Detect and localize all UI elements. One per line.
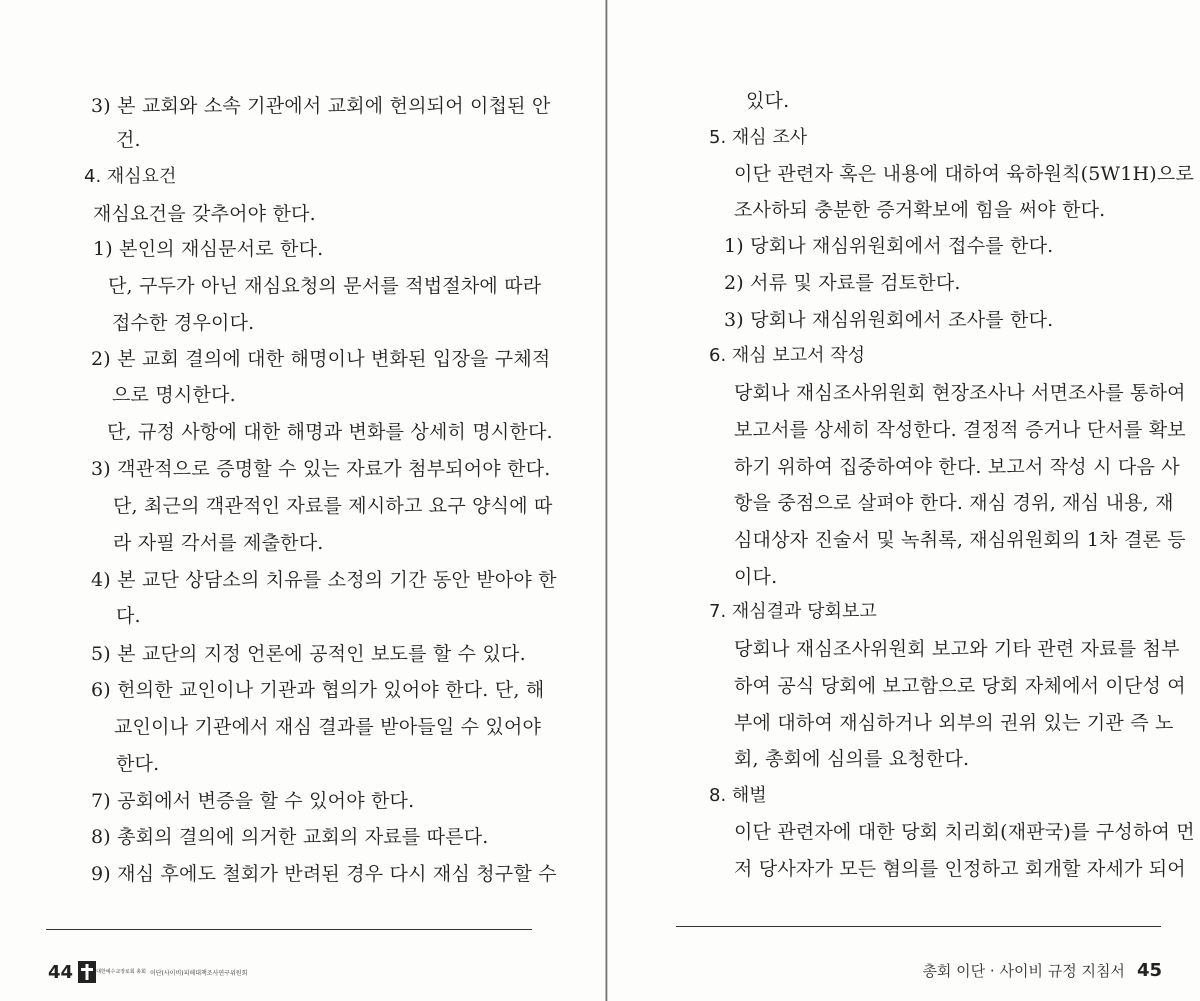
text-line: 2) 본 교회 결의에 대한 해명이나 변화된 입장을 구체적 [91,348,551,370]
section-heading: 5. 재심 조사 [709,127,808,148]
text-line: 회, 총회에 심의를 요청한다. [734,748,970,770]
page-number: 45 [1136,960,1162,981]
text-line: 한다. [116,753,160,775]
footer [48,958,247,986]
right-page [610,0,1200,1001]
text-line: 저 당사자가 모든 혐의를 인정하고 회개할 자세가 되어 [734,858,1186,880]
text-line: 4) 본 교단 상담소의 치유를 소정의 기간 동안 받아야 한 [91,569,557,591]
section-heading: 6. 재심 보고서 작성 [709,345,866,366]
text-line: 2) 서류 및 자료를 검토한다. [724,272,961,294]
text-line: 있다. [746,90,790,112]
text-line: 으로 명시한다. [112,384,236,406]
text-line: 심대상자 진술서 및 녹취록, 재심위원회의 1차 결론 등 [734,529,1186,551]
section-heading: 4. 재심요건 [84,166,177,187]
committee-name: 이단(사이비)피해대책조사연구위원회 [149,969,248,977]
footer [922,960,1162,981]
text-line: 1) 당회나 재심위원회에서 접수를 한다. [724,235,1054,257]
text-line: 1) 본인의 재심문서로 한다. [93,238,324,260]
text-line: 당회나 재심조사위원회 보고와 기타 관련 자료를 첨부 [734,638,1180,660]
text-line: 7) 공회에서 변증을 할 수 있어야 한다. [91,790,415,812]
text-line: 조사하되 충분한 증거확보에 힘을 써야 한다. [734,199,1106,221]
text-line: 단, 최근의 객관적인 자료를 제시하고 요구 양식에 따 [113,495,553,517]
text-line: 하여 공식 당회에 보고함으로 당회 자체에서 이단성 여 [734,675,1186,697]
text-line: 라 자필 각서를 제출한다. [113,532,324,554]
text-line: 단, 구두가 아닌 재심요청의 문서를 적법절차에 따라 [108,275,542,297]
logo-caption: 대한예수교장로회 총회 [96,968,146,975]
text-line: 다. [116,605,141,627]
text-line: 항을 중점으로 살펴야 한다. 재심 경위, 재심 내용, 재 [734,492,1174,514]
text-line: 이다. [734,566,778,588]
text-line: 접수한 경우이다. [112,312,255,334]
footer-rule [46,929,532,930]
book-title: 총회 이단 · 사이비 규정 지침서 [922,962,1125,980]
cross-logo-icon [78,961,96,983]
text-line: 하기 위하여 집중하여야 한다. 보고서 작성 시 다음 사 [734,456,1180,478]
text-line: 이단 관련자 혹은 내용에 대하여 육하원칙(5W1H)으로 [734,163,1195,185]
publisher-logo [78,961,247,983]
text-line: 3) 본 교회와 소속 기관에서 교회에 헌의되어 이첩된 안 [91,95,551,117]
text-line: 8) 총회의 결의에 의거한 교회의 자료를 따른다. [91,826,489,848]
book-spine [605,0,608,1001]
text-line: 3) 객관적으로 증명할 수 있는 자료가 첨부되어야 한다. [91,458,551,480]
text-line: 교인이나 기관에서 재심 결과를 받아들일 수 있어야 [114,716,542,738]
footer-rule [676,926,1161,927]
text-line: 부에 대하여 재심하거나 외부의 권위 있는 기관 즉 노 [734,712,1174,734]
text-line: 보고서를 상세히 작성한다. 결정적 증거나 단서를 확보 [734,419,1186,441]
text-line: 6) 헌의한 교인이나 기관과 협의가 있어야 한다. 단, 해 [91,679,545,701]
text-line: 단, 규정 사항에 대한 해명과 변화를 상세히 명시한다. [107,421,553,443]
page-number: 44 [48,961,74,983]
section-heading: 7. 재심결과 당회보고 [709,601,877,622]
section-heading: 8. 해벌 [709,785,767,806]
text-line: 재심요건을 갖추어야 한다. [93,203,316,225]
text-line: 9) 재심 후에도 철회가 반려된 경우 다시 재심 청구할 수 [91,863,557,885]
text-line: 5) 본 교단의 지정 언론에 공적인 보도를 할 수 있다. [91,643,526,665]
text-line: 당회나 재심조사위원회 현장조사나 서면조사를 통하여 [734,382,1186,404]
text-line: 3) 당회나 재심위원회에서 조사를 한다. [724,309,1054,331]
text-line: 이단 관련자에 대한 당회 치리회(재판국)를 구성하여 먼 [734,821,1195,843]
text-line: 건. [116,129,141,151]
